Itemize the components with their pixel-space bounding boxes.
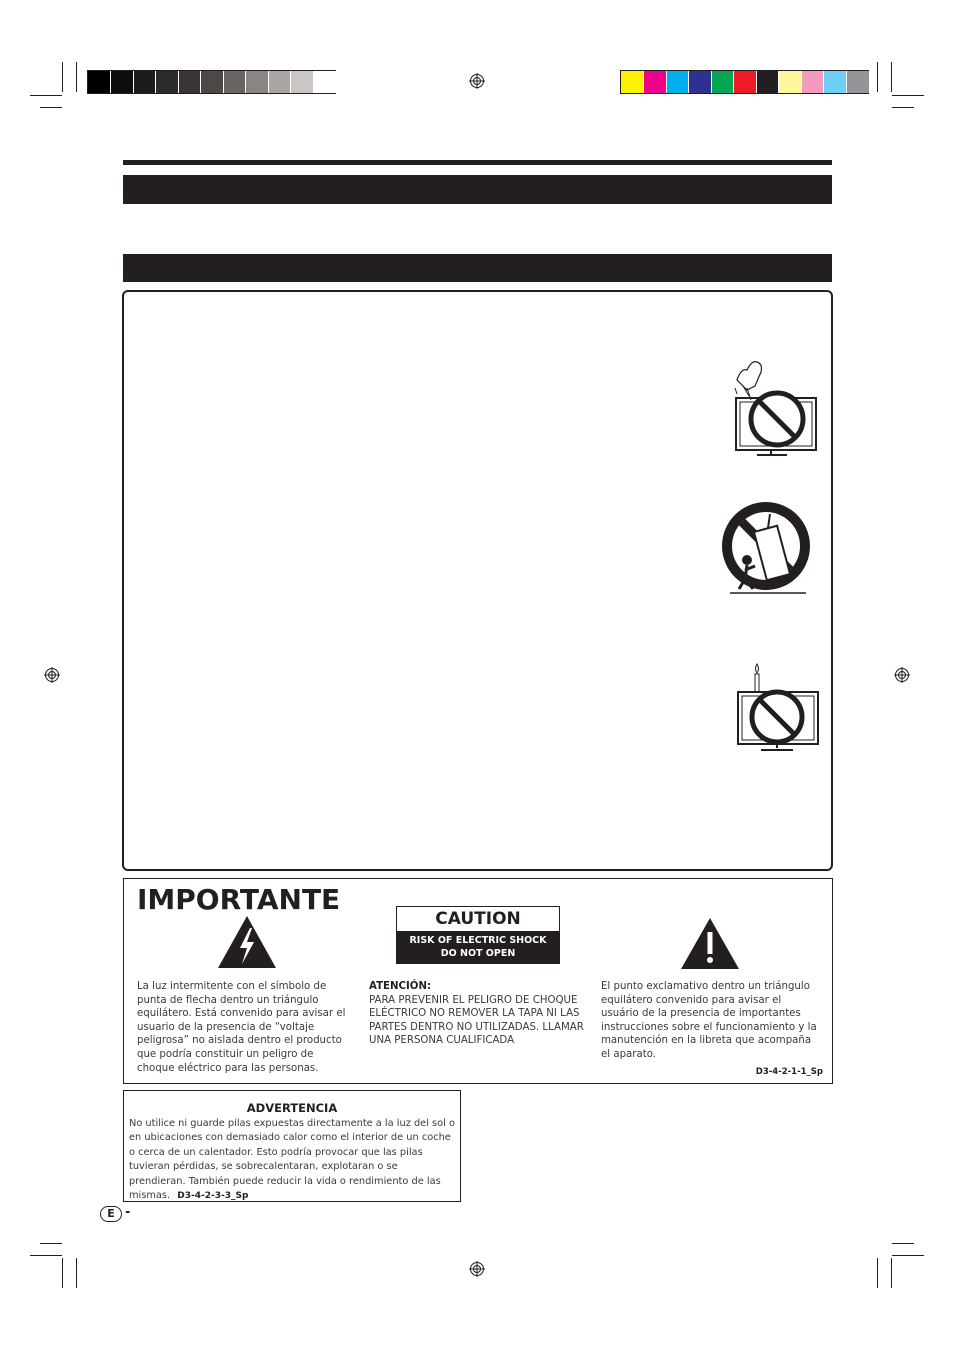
importante-panel (123, 878, 833, 1084)
color-swatch (643, 71, 666, 93)
advertencia-title: ADVERTENCIA (246, 1101, 338, 1115)
color-swatch (846, 71, 869, 93)
crop-mark (62, 1258, 63, 1288)
crop-mark (40, 1243, 62, 1244)
caution-line-2: DO NOT OPEN (440, 948, 516, 959)
color-swatch (178, 71, 201, 93)
registration-mark-icon (44, 667, 60, 683)
crop-mark (877, 62, 878, 92)
crop-mark (892, 1243, 914, 1244)
grayscale-color-bar (87, 70, 336, 94)
crop-mark (76, 62, 77, 92)
page-dash: - (125, 1205, 131, 1220)
registration-mark-icon (469, 73, 485, 89)
atencion-text: PARA PREVENIR EL PELIGRO DE CHOQUE ELÉCTRICO NO REMOVER LA TAPA NI LAS PARTES DENTRO NO UTILIZADAS. LLAMAR UNA PERSONA CUALIFICADA (369, 994, 584, 1047)
color-swatch (110, 71, 133, 93)
color-swatch (733, 71, 756, 93)
color-swatch (155, 71, 178, 93)
importante-title: IMPORTANTE (137, 883, 341, 916)
color-swatch (778, 71, 801, 93)
lightning-warning-icon (216, 914, 278, 970)
crop-mark (76, 1258, 77, 1288)
atencion-label: ATENCIÓN: (369, 981, 432, 992)
color-swatch (133, 71, 156, 93)
crop-mark (892, 107, 914, 108)
no-cart-tipping-icon (716, 498, 816, 598)
advertencia-panel (123, 1090, 461, 1202)
crop-mark (30, 1255, 62, 1256)
crop-mark (30, 95, 62, 96)
color-swatch (313, 71, 336, 93)
crop-mark (891, 1258, 892, 1288)
color-swatch (268, 71, 291, 93)
color-swatch (823, 71, 846, 93)
registration-mark-icon (894, 667, 910, 683)
color-swatch (688, 71, 711, 93)
caution-title: CAUTION (435, 909, 521, 929)
importante-code: D3-4-2-1-1_Sp (755, 1067, 823, 1077)
color-swatch (666, 71, 689, 93)
top-rule (123, 160, 832, 165)
process-color-bar (620, 70, 869, 94)
caution-line-1: RISK OF ELECTRIC SHOCK (409, 935, 547, 946)
exclamation-description: El punto exclamativo dentro un triángulo equilátero convenido para avisar el usuário de la presencia de importantes instrucciones sobre el funcionamiento y la manutención en la libreta que acompaña el aparato. (601, 981, 817, 1060)
registration-mark-icon (469, 1261, 485, 1277)
crop-mark (892, 95, 924, 96)
crop-mark (892, 1255, 924, 1256)
crop-mark (62, 62, 63, 92)
color-swatch (88, 71, 111, 93)
language-badge: E (100, 1206, 122, 1222)
color-swatch (756, 71, 779, 93)
color-swatch (200, 71, 223, 93)
advertencia-code: D3-4-2-3-3_Sp (177, 1191, 249, 1202)
advertencia-body: No utilice ni guarde pilas expuestas directamente a la luz del sol o en ubicaciones con demasiado calor como el interior de un coche o cerca de un calentador. Esto podría provocar que las pilas tuvieran pérdidas, se sobrecalentaran, explotaran o se prendieran. También puede reducir la vida o rendimiento de las mismas. (129, 1118, 455, 1202)
section-band (123, 254, 832, 282)
advertencia-text (129, 1117, 455, 1203)
color-swatch (801, 71, 824, 93)
crop-mark (877, 1258, 878, 1288)
crop-mark (891, 62, 892, 92)
no-liquid-on-tv-icon (727, 358, 821, 458)
color-swatch (245, 71, 268, 93)
color-swatch (223, 71, 246, 93)
color-swatch (290, 71, 313, 93)
caution-subtitle (397, 931, 559, 963)
atencion-block (369, 980, 587, 1048)
title-band (123, 175, 832, 204)
lightning-description: La luz intermitente con el símbolo de punta de flecha dentro un triángulo equilátero. Está convenido para avisar el usuario de la presencia de “voltaje peligrosa” no aislada dentro el producto que podría constituir un peligro de choque eléctrico para las personas. (137, 981, 346, 1074)
exclamation-warning-icon (679, 916, 741, 971)
color-swatch (621, 71, 644, 93)
color-swatch (711, 71, 734, 93)
no-flame-on-tv-icon (733, 662, 823, 754)
caution-label (396, 906, 560, 964)
crop-mark (40, 107, 62, 108)
